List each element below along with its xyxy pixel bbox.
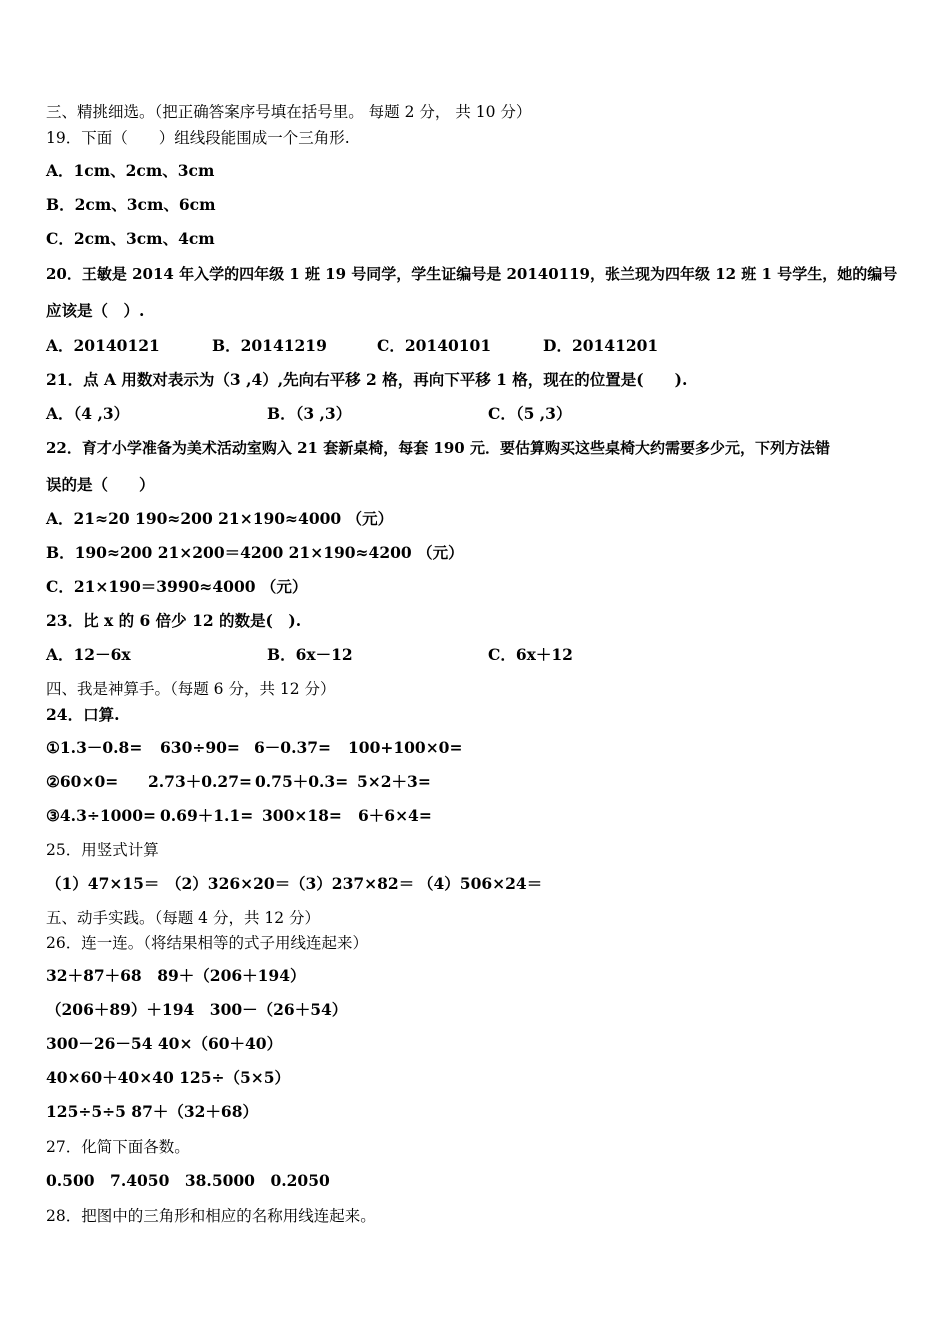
q24-item: 300×18=: [262, 806, 342, 825]
q26-row-5: 125÷5÷5 87＋（32＋68）: [46, 1102, 259, 1121]
q24-row-3: [46, 806, 432, 826]
q20-option-d: D．20141201: [543, 336, 659, 355]
q21-stem: 21．点 A 用数对表示为（3 ,4）,先向右平移 2 格，再向下平移 1 格，现在的位置是( ).: [46, 370, 688, 389]
q21-option-b: B．（3 ,3）: [267, 404, 352, 423]
q23-stem: 23．比 x 的 6 倍少 12 的数是( ).: [46, 611, 302, 630]
q26-stem: 26．连一连。（将结果相等的式子用线连起来）: [46, 934, 368, 952]
q20-option-b: B．20141219: [212, 336, 327, 355]
q22-option-b: B．190≈200 21×200＝4200 21×190≈4200 （元）: [46, 543, 464, 562]
q22-option-a: A．21≈20 190≈200 21×190≈4000 （元）: [46, 509, 394, 528]
q23-option-a: A．12－6x: [46, 645, 131, 664]
q20-stem-line1: 20．王敏是 2014 年入学的四年级 1 班 19 号同学，学生证编号是 20140119，张兰现为四年级 12 班 1 号学生，她的编号: [46, 265, 898, 283]
q27-stem: 27．化简下面各数。: [46, 1138, 190, 1156]
q23-option-b: B．6x－12: [267, 645, 353, 664]
q24-item: 5×2＋3=: [357, 772, 431, 791]
section-5-heading: 五、动手实践。（每题 4 分，共 12 分）: [46, 909, 321, 927]
q24-item: 2.73＋0.27=: [148, 772, 252, 791]
q24-row-1: [46, 738, 462, 758]
q26-row-1: 32＋87＋68 89＋（206＋194）: [46, 966, 306, 985]
q26-row-3: 300－26－54 40×（60＋40）: [46, 1034, 283, 1053]
q25-items: [46, 874, 542, 894]
q25-item: （4）506×24＝: [418, 874, 543, 893]
q28-stem: 28．把图中的三角形和相应的名称用线连起来。: [46, 1207, 376, 1225]
q25-item: （1）47×15＝: [46, 874, 160, 893]
q24-item: 0.75＋0.3=: [255, 772, 349, 791]
q20-option-c: C．20140101: [377, 336, 492, 355]
q19-option-c: C．2cm、3cm、4cm: [46, 229, 215, 248]
q25-stem: 25．用竖式计算: [46, 841, 159, 859]
q21-option-a: A．（4 ,3）: [46, 404, 130, 423]
q21-option-c: C．（5 ,3）: [488, 404, 572, 423]
q20-stem-line2: 应该是（ ）.: [46, 301, 145, 320]
section-3-heading: 三、精挑细选。（把正确答案序号填在括号里。 每题 2 分， 共 10 分）: [46, 103, 532, 121]
q26-row-2: （206＋89）＋194 300－（26＋54）: [46, 1000, 348, 1019]
q24-item: 0.69＋1.1=: [160, 806, 254, 825]
q27-values: 0.500 7.4050 38.5000 0.2050: [46, 1171, 330, 1190]
q24-item: 6－0.37=: [254, 738, 332, 757]
q22-stem-line2: 误的是（ ）: [46, 475, 155, 494]
q24-item: ②60×0=: [46, 772, 119, 791]
q24-item: ③4.3÷1000=: [46, 806, 156, 825]
q24-item: 6＋6×4=: [358, 806, 432, 825]
section-4-heading: 四、我是神算手。（每题 6 分，共 12 分）: [46, 680, 336, 698]
q25-item: （3）237×82＝: [290, 874, 415, 893]
q19-option-a: A．1cm、2cm、3cm: [46, 161, 215, 180]
q20-option-a: A．20140121: [46, 336, 160, 355]
q26-row-4: 40×60＋40×40 125÷（5×5）: [46, 1068, 291, 1087]
q19-option-b: B．2cm、3cm、6cm: [46, 195, 216, 214]
q24-item: ①1.3－0.8=: [46, 738, 143, 757]
q19-stem: 19．下面（ ）组线段能围成一个三角形.: [46, 129, 350, 147]
q24-stem: 24．口算.: [46, 705, 120, 724]
q25-item: （2）326×20＝: [166, 874, 291, 893]
q22-option-c: C．21×190＝3990≈4000 （元）: [46, 577, 308, 596]
q24-item: 630÷90=: [160, 738, 240, 757]
q22-stem-line1: 22．育才小学准备为美术活动室购入 21 套新桌椅，每套 190 元．要估算购买这些桌椅大约需要多少元，下列方法错: [46, 439, 830, 457]
q23-option-c: C．6x＋12: [488, 645, 573, 664]
q24-item: 100+100×0=: [348, 738, 463, 757]
q24-row-2: [46, 772, 431, 792]
